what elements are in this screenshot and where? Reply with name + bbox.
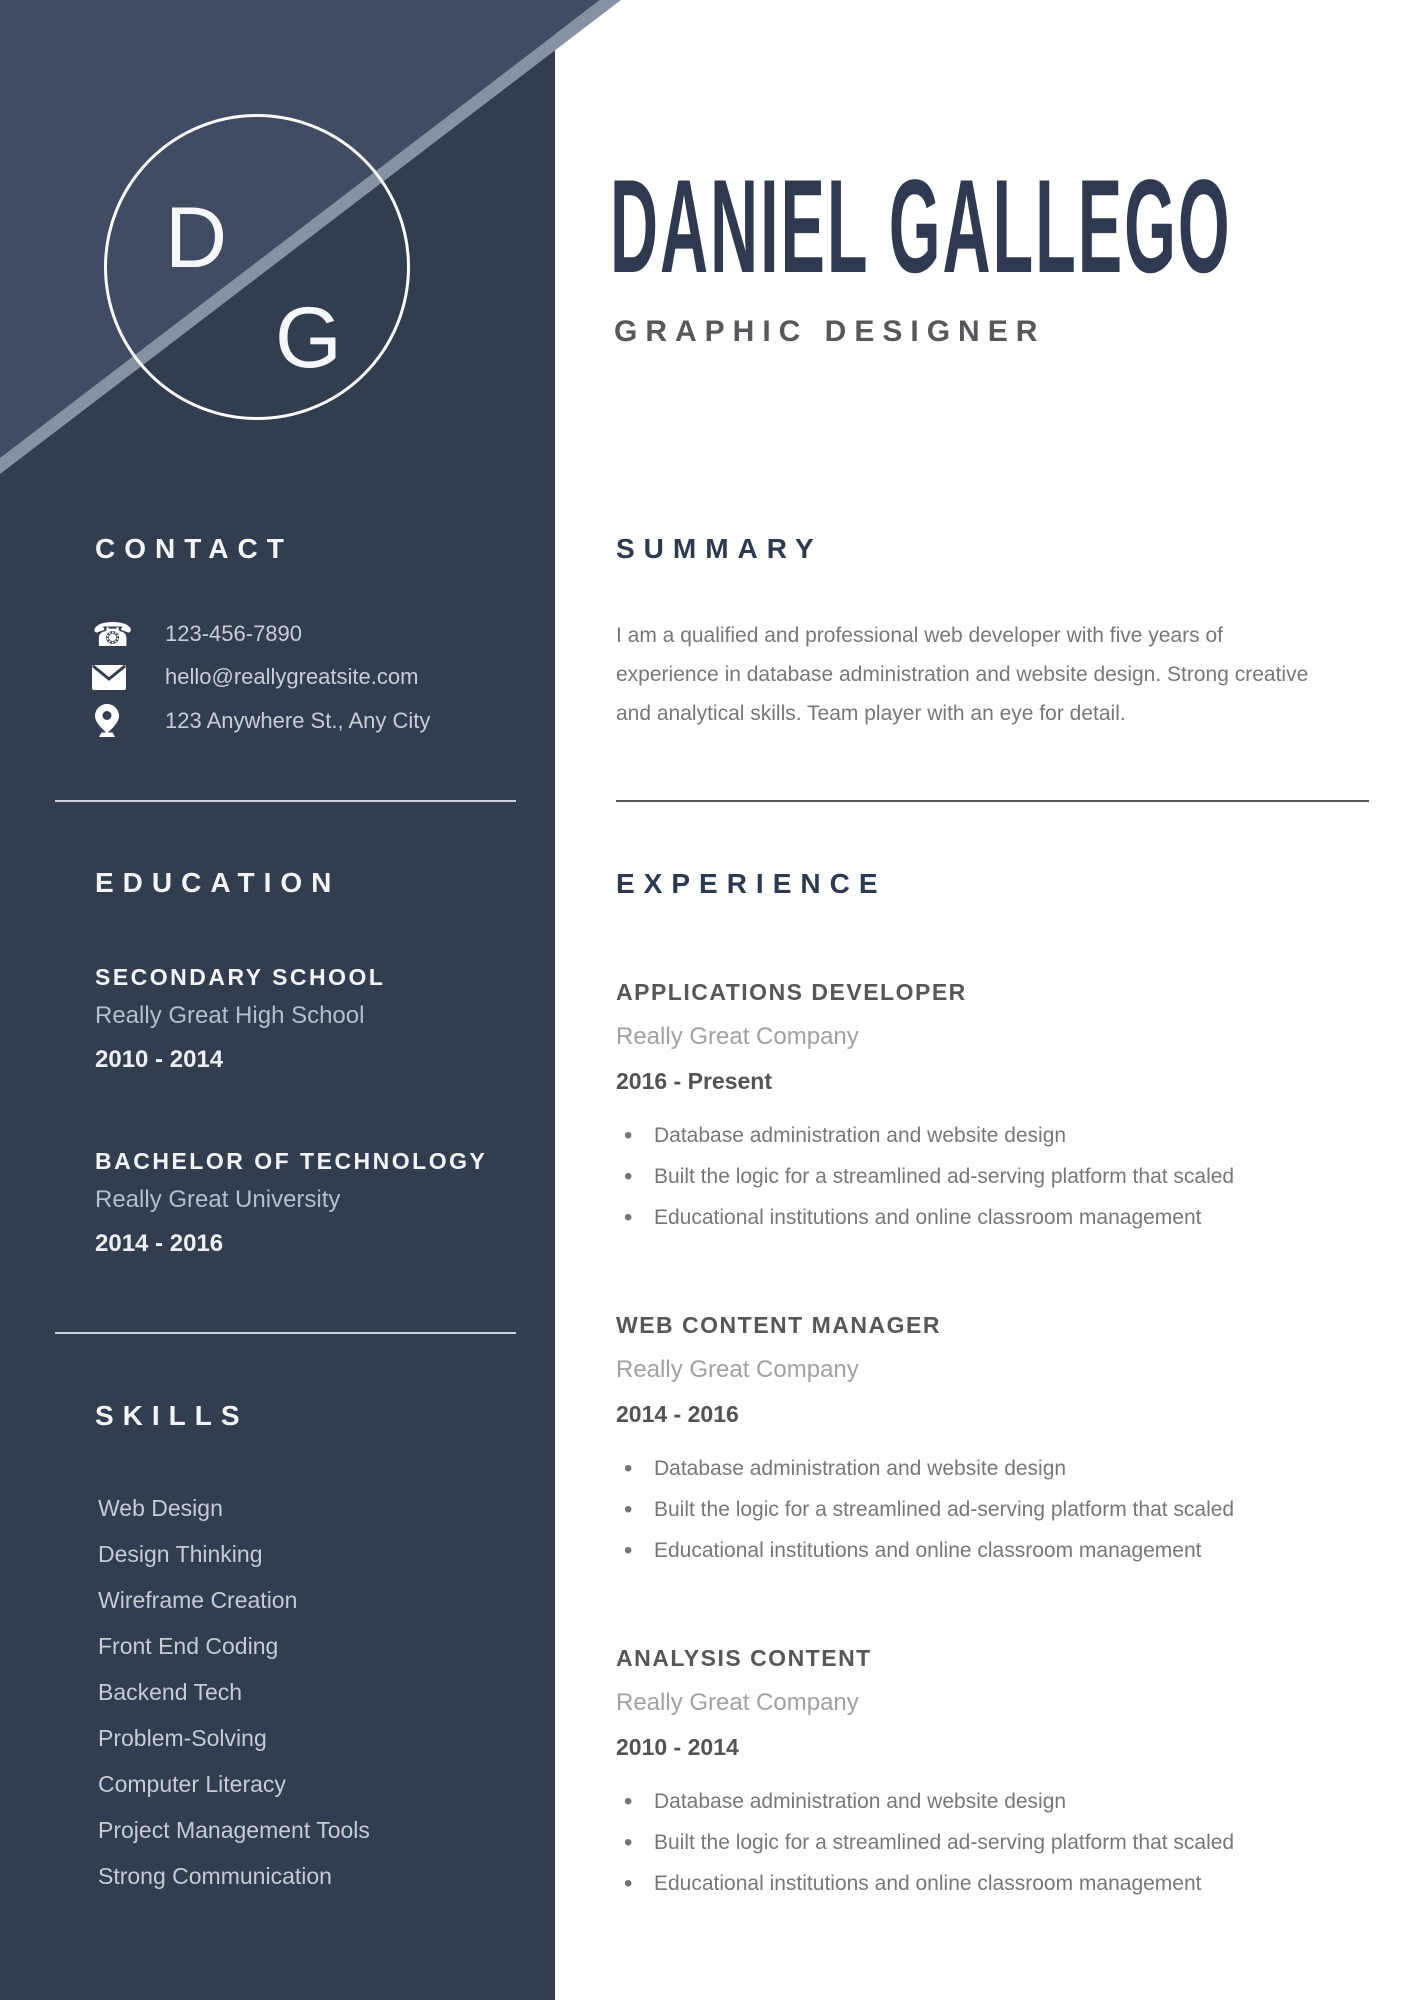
phone-icon: ☎ [92, 614, 134, 654]
bullet-dot-icon: • [624, 1122, 633, 1149]
envelope-icon [92, 665, 165, 690]
job-company: Really Great Company [616, 1023, 859, 1050]
skills-heading: SKILLS [95, 1400, 249, 1431]
contact-row-address [92, 702, 430, 740]
education-degree: SECONDARY SCHOOL [95, 964, 386, 990]
experience-job [616, 975, 1376, 1238]
job-bullet: • Database administration and website design [616, 1448, 1376, 1489]
job-title: APPLICATIONS DEVELOPER [616, 979, 967, 1005]
monogram-last-initial: G [275, 290, 342, 386]
skill-item: Computer Literacy [98, 1771, 286, 1797]
education-school: Really Great High School [95, 1002, 365, 1029]
education-years: 2010 - 2014 [95, 1046, 224, 1073]
skill-item: Backend Tech [98, 1679, 243, 1705]
contact-heading: CONTACT [95, 533, 293, 564]
job-period: 2014 - 2016 [616, 1401, 739, 1427]
job-bullet: • Built the logic for a streamlined ad-serving platform that scaled [616, 1822, 1376, 1863]
education-heading: EDUCATION [95, 867, 341, 898]
education-school: Really Great University [95, 1186, 341, 1213]
phone-number: 123-456-7890 [165, 621, 303, 646]
skill-item: Front End Coding [98, 1633, 279, 1659]
job-bullet-list [616, 1781, 1376, 1904]
experience-job [616, 1641, 1376, 1904]
skill-item: Wireframe Creation [98, 1587, 298, 1613]
job-title: WEB CONTENT MANAGER [616, 1312, 941, 1338]
bullet-dot-icon: • [624, 1204, 633, 1231]
summary-paragraph: I am a qualified and professional web developer with five years of experience in database administration and website design. Strong creative and analytical skills. Team player with an eye for detail. [616, 624, 1309, 725]
job-bullet-list [616, 1115, 1376, 1238]
street-address: 123 Anywhere St., Any City [165, 708, 431, 733]
experience-job [616, 1308, 1376, 1571]
bullet-dot-icon: • [624, 1163, 633, 1190]
bullet-dot-icon: • [624, 1829, 633, 1856]
sidebar-divider-2 [55, 1332, 516, 1334]
job-bullet: • Educational institutions and online classroom management [616, 1530, 1376, 1571]
bullet-dot-icon: • [624, 1537, 633, 1564]
skill-item: Strong Communication [98, 1863, 332, 1889]
job-company: Really Great Company [616, 1689, 859, 1716]
skill-item: Problem-Solving [98, 1725, 267, 1751]
job-bullet: • Database administration and website design [616, 1115, 1376, 1156]
contact-row-phone [92, 615, 302, 653]
page-subtitle-role: GRAPHIC DESIGNER [614, 315, 1046, 348]
location-pin-icon [92, 704, 165, 738]
job-bullet: • Educational institutions and online classroom management [616, 1863, 1376, 1904]
job-title: ANALYSIS CONTENT [616, 1645, 872, 1671]
summary-heading: SUMMARY [616, 533, 823, 564]
education-degree: BACHELOR OF TECHNOLOGY [95, 1148, 488, 1174]
page-title-name: DANIEL GALLEGO [610, 153, 1232, 301]
contact-row-email [92, 658, 418, 696]
skills-list [98, 1485, 528, 1899]
job-company: Really Great Company [616, 1356, 859, 1383]
education-years: 2014 - 2016 [95, 1230, 224, 1257]
job-bullet-list [616, 1448, 1376, 1571]
education-item [95, 1146, 525, 1262]
bullet-dot-icon: • [624, 1870, 633, 1897]
experience-heading: EXPERIENCE [616, 868, 887, 899]
skill-item: Design Thinking [98, 1541, 263, 1567]
bullet-dot-icon: • [624, 1455, 633, 1482]
job-period: 2010 - 2014 [616, 1734, 739, 1760]
bullet-dot-icon: • [624, 1788, 633, 1815]
education-item [95, 962, 525, 1078]
experience-list [616, 975, 1376, 1974]
summary-divider [616, 800, 1369, 802]
job-period: 2016 - Present [616, 1068, 772, 1094]
monogram-badge [104, 114, 410, 420]
sidebar-divider-1 [55, 800, 516, 802]
job-bullet: • Educational institutions and online classroom management [616, 1197, 1376, 1238]
monogram-first-initial: D [165, 190, 228, 286]
job-bullet: • Built the logic for a streamlined ad-serving platform that scaled [616, 1156, 1376, 1197]
skill-item: Project Management Tools [98, 1817, 370, 1843]
job-bullet: • Built the logic for a streamlined ad-serving platform that scaled [616, 1489, 1376, 1530]
bullet-dot-icon: • [624, 1496, 633, 1523]
skill-item: Web Design [98, 1495, 223, 1521]
job-bullet: • Database administration and website design [616, 1781, 1376, 1822]
email-address: hello@reallygreatsite.com [165, 664, 419, 689]
